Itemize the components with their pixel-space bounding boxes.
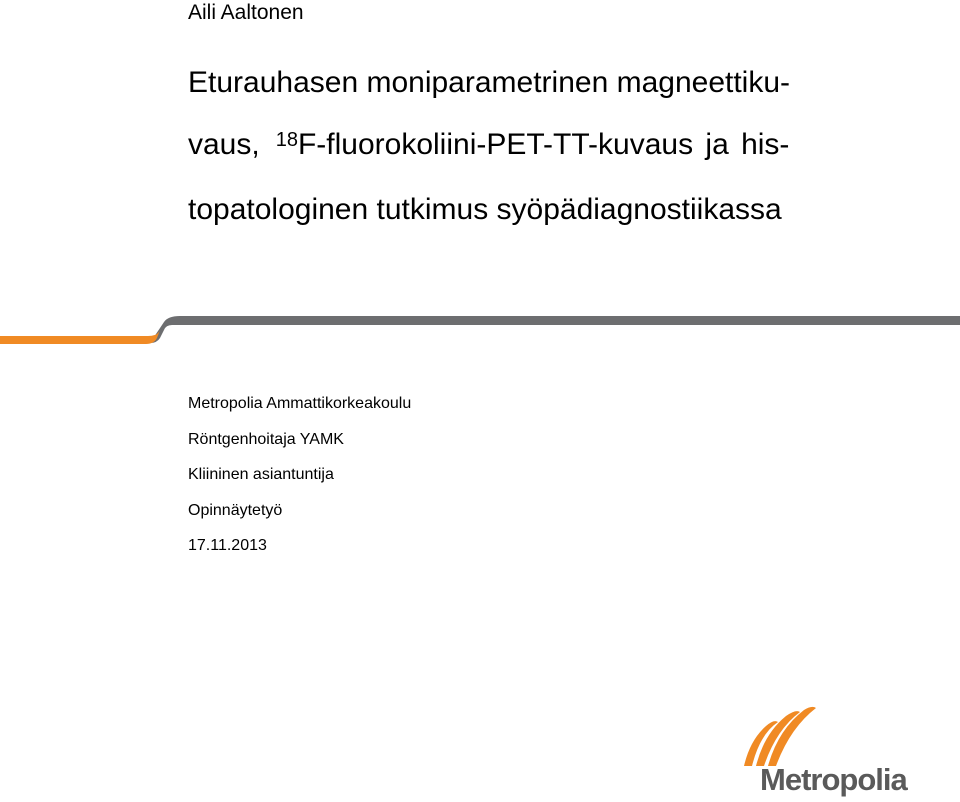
institution: Metropolia Ammattikorkeakoulu (188, 395, 412, 412)
author-name: Aili Aaltonen (188, 1, 304, 24)
title-line-3: topatologinen tutkimus syöpädiagnostiikassa (188, 193, 782, 226)
metropolia-logo (730, 700, 930, 800)
degree-title: Kliininen asiantuntija (188, 466, 334, 483)
date: 17.11.2013 (188, 537, 267, 554)
isotope-superscript: 18 (275, 129, 298, 151)
divider-orange-stripe (0, 330, 160, 344)
title-line-2-rest: F-fluorokoliini-PET-TT-kuvaus ja his- (297, 128, 790, 161)
divider-gray-stripe (140, 316, 960, 343)
thesis-info (188, 393, 411, 571)
degree-programme: Röntgenhoitaja YAMK (188, 430, 344, 448)
thesis-title (188, 52, 928, 241)
title-line-2-prefix: vaus, (188, 128, 260, 161)
title-line-1: Eturauhasen moniparametrinen magneettiku- (188, 66, 791, 99)
decorative-divider-bar (0, 312, 960, 348)
title-line-2 (188, 114, 928, 179)
metropolia-flame-logo-icon (730, 700, 930, 770)
document-type: Opinnäytetyö (188, 501, 283, 519)
metropolia-logo-text: Metropolia (760, 762, 907, 797)
